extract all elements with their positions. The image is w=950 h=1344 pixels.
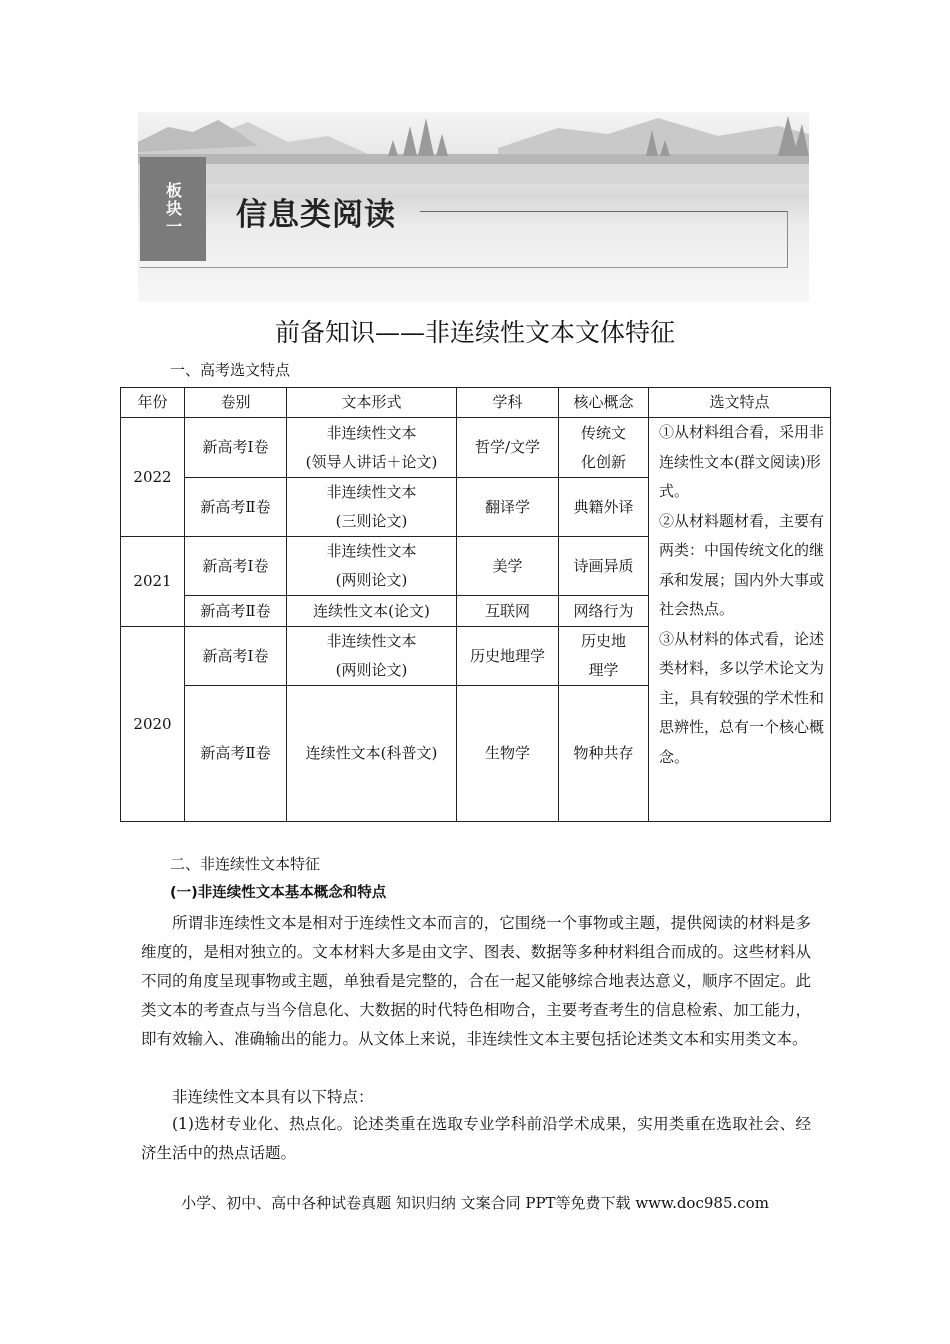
table-header: 核心概念: [559, 388, 649, 418]
features-cell: ①从材料组合看，采用非连续性文本(群文阅读)形式。 ②从材料题材看，主要有两类：中国传统文化的继承和发展；国内外大事或社会热点。 ③从材料的体式看，论述类材料，多以学术论文为主，具有较强的学术性和思辨性，总有一个核心概念。: [649, 418, 831, 822]
concept-cell: 历史地 理学: [559, 627, 649, 686]
paper-cell: 新高考Ⅰ卷: [185, 627, 287, 686]
table-header: 学科: [457, 388, 559, 418]
banner-rule: [420, 211, 788, 212]
subject-cell: 哲学/文学: [457, 418, 559, 478]
concept-cell: 典籍外译: [559, 478, 649, 537]
subject-cell: 翻译学: [457, 478, 559, 537]
section-badge: 板块一: [140, 157, 206, 261]
table-header: 选文特点: [649, 388, 831, 418]
form-cell: 连续性文本(论文): [287, 596, 457, 627]
table-header: 年份: [121, 388, 185, 418]
subject-cell: 生物学: [457, 686, 559, 822]
paper-cell: 新高考Ⅰ卷: [185, 537, 287, 596]
subject-cell: 互联网: [457, 596, 559, 627]
form-cell: 非连续性文本 (领导人讲话＋论文): [287, 418, 457, 478]
subsection-heading: (一)非连续性文本基本概念和特点: [170, 885, 387, 901]
paper-cell: 新高考Ⅰ卷: [185, 418, 287, 478]
form-cell: 非连续性文本 (三则论文): [287, 478, 457, 537]
concept-cell: 物种共存: [559, 686, 649, 822]
year-cell: 2022: [121, 418, 185, 537]
section-heading-2: 二、非连续性文本特征: [170, 855, 321, 873]
body-paragraph: 所谓非连续性文本是相对于连续性文本而言的，它围绕一个事物或主题，提供阅读的材料是多维度的，是相对独立的。文本材料大多是由文字、图表、数据等多种材料组合而成的。这些材料从不同的角度呈现事物或主题，单独看是完整的，合在一起又能够综合地表达意义，顺序不固定。此类文本的考查点与当今信息化、大数据的时代特色相吻合，主要考查考生的信息检索、加工能力，即有效输入、准确输出的能力。从文体上来说，非连续性文本主要包括论述类文本和实用类文本。: [141, 914, 811, 1048]
body-paragraph: (1)选材专业化、热点化。论述类重在选取专业学科前沿学术成果，实用类重在选取社会、经济生活中的热点话题。: [141, 1115, 811, 1162]
form-cell: 非连续性文本 (两则论文): [287, 537, 457, 596]
subject-cell: 历史地理学: [457, 627, 559, 686]
page-footer: 小学、初中、高中各种试卷真题 知识归纳 文案合同 PPT等免费下载 www.doc985.com: [181, 1194, 769, 1212]
document-title: 前备知识——非连续性文本文体特征: [274, 318, 675, 347]
paper-cell: 新高考Ⅱ卷: [185, 596, 287, 627]
table-header: 卷别: [185, 388, 287, 418]
body-paragraph: 非连续性文本具有以下特点：: [172, 1088, 374, 1106]
table-header-row: [121, 388, 831, 418]
banner-rule-bottom: [140, 267, 788, 268]
form-cell: 非连续性文本 (两则论文): [287, 627, 457, 686]
year-cell: 2020: [121, 627, 185, 822]
exam-table: [120, 387, 831, 822]
paper-cell: 新高考Ⅱ卷: [185, 686, 287, 822]
form-cell: 连续性文本(科普文): [287, 686, 457, 822]
section-heading-1: 一、高考选文特点: [170, 361, 291, 379]
concept-cell: 网络行为: [559, 596, 649, 627]
banner-title: 信息类阅读: [236, 197, 396, 233]
concept-cell: 传统文 化创新: [559, 418, 649, 478]
paper-cell: 新高考Ⅱ卷: [185, 478, 287, 537]
table-header: 文本形式: [287, 388, 457, 418]
year-cell: 2021: [121, 537, 185, 627]
table-row: [121, 418, 831, 478]
banner-rule-vertical: [787, 211, 788, 268]
concept-cell: 诗画异质: [559, 537, 649, 596]
subject-cell: 美学: [457, 537, 559, 596]
